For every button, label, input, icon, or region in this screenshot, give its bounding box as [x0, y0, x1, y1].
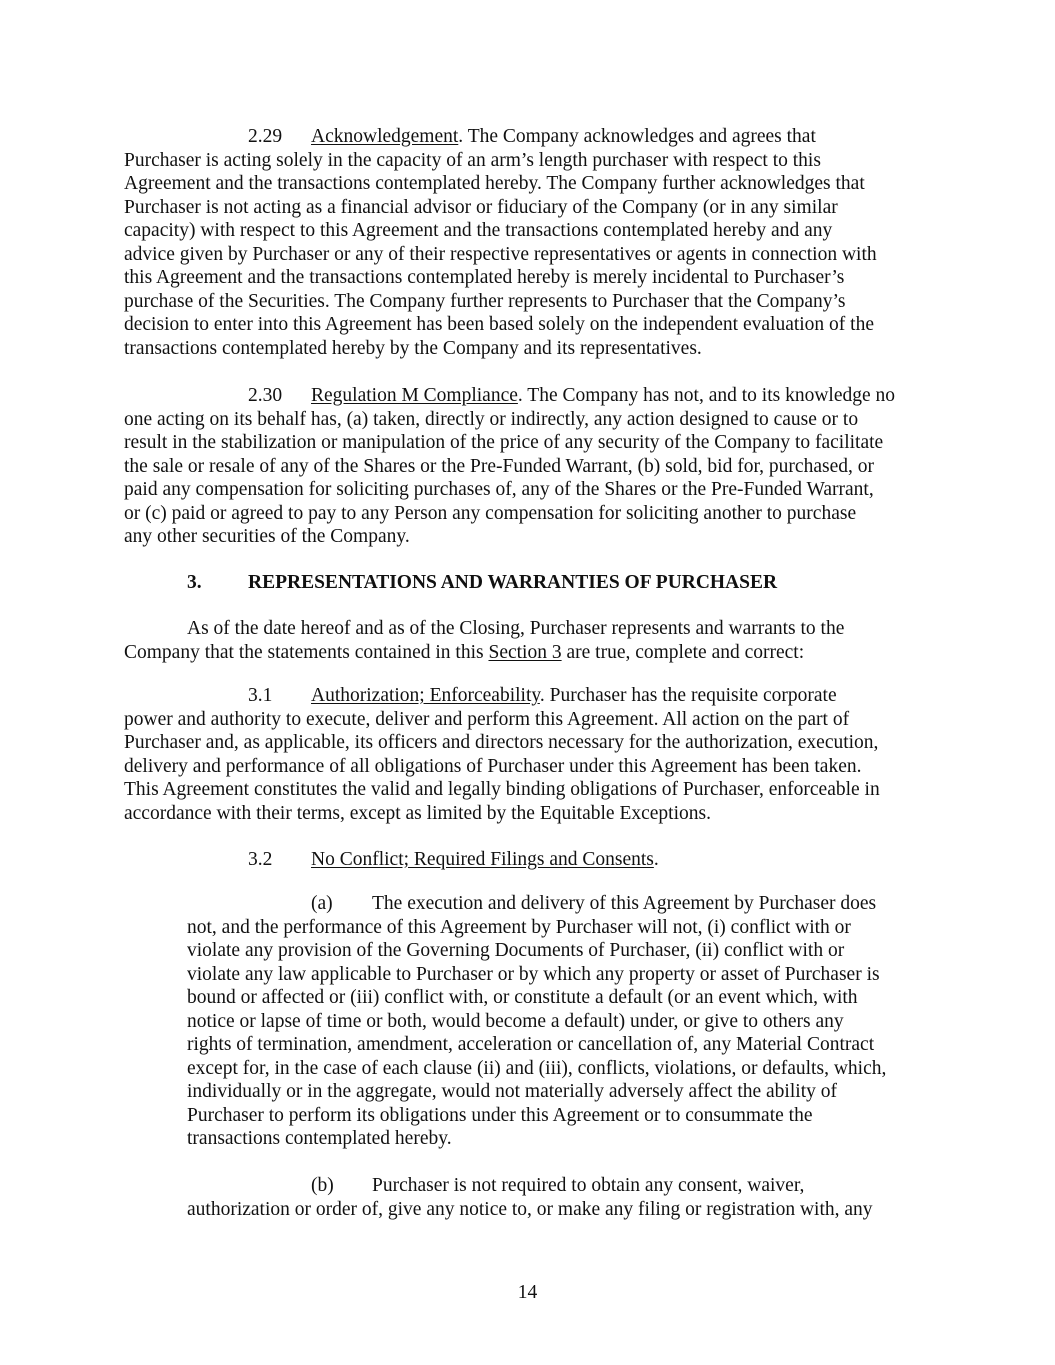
page-number: 14 — [517, 1282, 538, 1303]
body-line: As of the date hereof and as of the Closing, Purchaser represents and warrants to the — [187, 618, 845, 639]
body-line: power and authority to execute, deliver and perform this Agreement. All action on the part of — [124, 708, 850, 730]
clause-a-first-line — [187, 892, 937, 916]
section-number: 2.29 — [248, 126, 283, 147]
clause-number: (b) — [311, 1175, 334, 1196]
section-title: Acknowledgement — [311, 126, 459, 147]
section-3-intro — [124, 617, 936, 664]
section-number: 2.30 — [248, 385, 283, 406]
section-number: 3.2 — [248, 849, 273, 870]
body-line: transactions contemplated hereby by the Company and its representatives. — [124, 337, 702, 359]
section-title: Regulation M Compliance — [311, 385, 518, 406]
body-line: rights of termination, amendment, acceleration or cancellation of, any Material Contract — [187, 1034, 875, 1055]
section-lead-text: . The Company acknowledges and agrees that — [458, 126, 816, 147]
section-3-2-first-line — [124, 848, 936, 872]
section-3-2-a — [187, 892, 937, 1151]
section-2-29-first-line — [124, 125, 936, 149]
text-fragment: Company that the statements contained in this — [124, 641, 489, 663]
body-line: advice given by Purchaser or any of their respective representatives or agents in connection with — [124, 243, 877, 265]
body-line: transactions contemplated hereby. — [187, 1128, 452, 1149]
body-line: authorization or order of, give any notice to, or make any filing or registration with, any — [187, 1198, 873, 1220]
section-2-30 — [124, 384, 936, 549]
section-3-1 — [124, 684, 936, 825]
body-line: individually or in the aggregate, would not materially adversely affect the ability of — [187, 1081, 837, 1102]
body-line: violate any provision of the Governing Documents of Purchaser, (ii) conflict with or — [187, 940, 845, 961]
body-line: paid any compensation for soliciting purchases of, any of the Shares or the Pre-Funded Warrant, — [124, 479, 874, 500]
section-3-2-b — [187, 1174, 937, 1221]
body-line: delivery and performance of all obligations of Purchaser under this Agreement has been taken. — [124, 755, 862, 777]
clause-b-first-line — [187, 1174, 937, 1198]
body-line: this Agreement and the transactions contemplated hereby is merely incidental to Purchaser’s — [124, 267, 845, 288]
section-title: Authorization; Enforceability — [311, 685, 540, 706]
clause-lead-text: The execution and delivery of this Agreement by Purchaser does — [372, 893, 877, 914]
section-3-reference: Section 3 — [488, 641, 562, 663]
body-line: or (c) paid or agreed to pay to any Person any compensation for soliciting another to purchase — [124, 502, 857, 524]
text-fragment: are true, complete and correct: — [561, 641, 805, 663]
section-3-2 — [124, 848, 936, 872]
clause-lead-text: Purchaser is not required to obtain any consent, waiver, — [372, 1175, 805, 1196]
section-3-1-first-line — [124, 684, 936, 708]
body-line-with-reference — [124, 641, 936, 665]
section-title: REPRESENTATIONS AND WARRANTIES OF PURCHASER — [248, 572, 778, 593]
body-line: purchase of the Securities. The Company further represents to Purchaser that the Company’s — [124, 290, 846, 312]
body-line: Agreement and the transactions contemplated hereby. The Company further acknowledges that — [124, 173, 865, 194]
section-lead-text: . — [653, 849, 659, 870]
section-3-heading — [187, 571, 777, 595]
clause-number: (a) — [311, 893, 333, 914]
section-lead-text: . Purchaser has the requisite corporate — [539, 685, 837, 706]
body-line: decision to enter into this Agreement has been based solely on the independent evaluation of the — [124, 314, 874, 335]
body-line: the sale or resale of any of the Shares or the Pre-Funded Warrant, (b) sold, bid for, purchased, or — [124, 455, 874, 477]
body-line: not, and the performance of this Agreement by Purchaser will not, (i) conflict with or — [187, 916, 851, 938]
body-line: any other securities of the Company. — [124, 526, 410, 547]
body-line: except for, in the case of each clause (ii) and (iii), conflicts, violations, or defaults, which, — [187, 1057, 887, 1079]
body-line: Purchaser and, as applicable, its officers and directors necessary for the authorization, execution, — [124, 732, 879, 753]
body-line: This Agreement constitutes the valid and legally binding obligations of Purchaser, enforceable in — [124, 779, 880, 800]
section-number: 3.1 — [248, 685, 273, 706]
body-line: Purchaser is acting solely in the capacity of an arm’s length purchaser with respect to this — [124, 149, 821, 171]
section-number: 3. — [187, 572, 202, 593]
section-2-29 — [124, 125, 936, 360]
body-line: result in the stabilization or manipulation of the price of any security of the Company to facilitate — [124, 432, 884, 453]
body-line: notice or lapse of time or both, would become a default) under, or give to others any — [187, 1010, 844, 1032]
body-line: bound or affected or (iii) conflict with, or constitute a default (or an event which, with — [187, 987, 858, 1008]
section-2-30-first-line — [124, 384, 936, 408]
body-line: one acting on its behalf has, (a) taken, directly or indirectly, any action designed to cause or to — [124, 408, 859, 430]
section-title: No Conflict; Required Filings and Consents — [311, 849, 654, 870]
body-line: Purchaser to perform its obligations under this Agreement or to consummate the — [187, 1104, 813, 1126]
section-lead-text: . The Company has not, and to its knowledge no — [517, 385, 896, 406]
body-line: capacity) with respect to this Agreement and the transactions contemplated hereby and any — [124, 220, 833, 241]
body-line: violate any law applicable to Purchaser or by which any property or asset of Purchaser is — [187, 963, 880, 985]
body-line: Purchaser is not acting as a financial advisor or fiduciary of the Company (or in any similar — [124, 196, 838, 218]
body-line: accordance with their terms, except as limited by the Equitable Exceptions. — [124, 802, 711, 824]
